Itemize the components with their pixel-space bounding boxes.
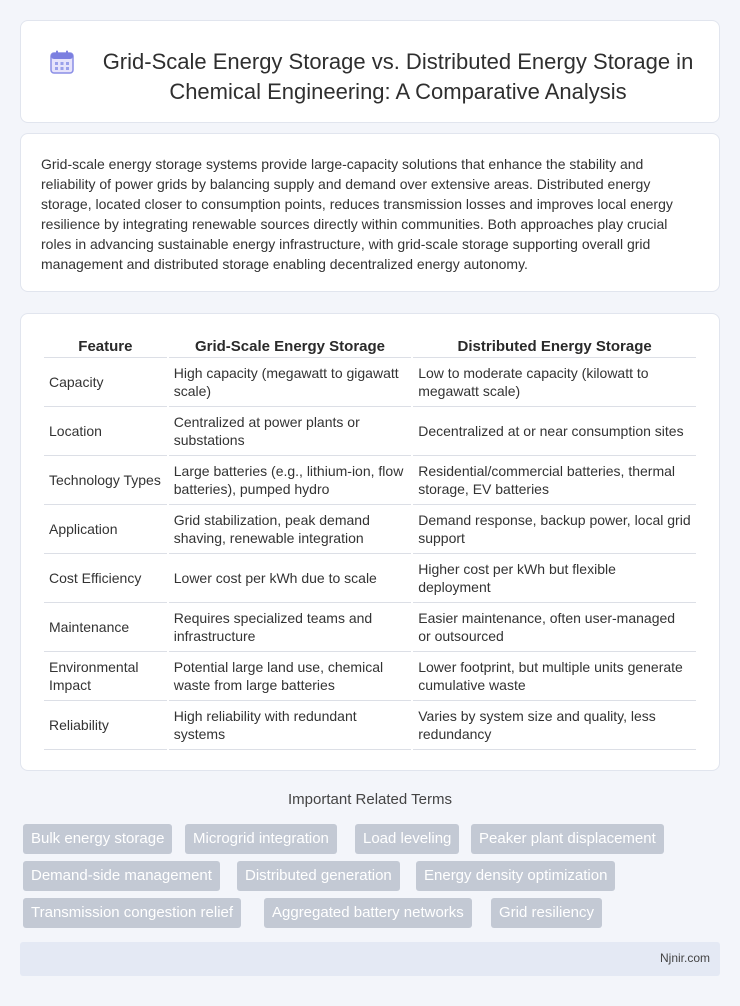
table-row bbox=[44, 505, 696, 554]
table-row bbox=[44, 358, 696, 407]
grid-scale-cell: Large batteries (e.g., lithium-ion, flow batteries), pumped hydro bbox=[169, 456, 411, 505]
feature-cell: Location bbox=[44, 407, 167, 456]
grid-scale-cell: Potential large land use, chemical waste from large batteries bbox=[169, 652, 411, 701]
related-term-tag[interactable]: Bulk energy storage bbox=[23, 824, 172, 854]
related-term-tag[interactable]: Load leveling bbox=[355, 824, 459, 854]
related-term-tag[interactable]: Microgrid integration bbox=[185, 824, 337, 854]
grid-scale-cell: High capacity (megawatt to gigawatt scale) bbox=[169, 358, 411, 407]
table-row bbox=[44, 701, 696, 750]
table-row bbox=[44, 603, 696, 652]
related-term-tag[interactable]: Demand-side management bbox=[23, 861, 220, 891]
table-row bbox=[44, 407, 696, 456]
intro-card bbox=[20, 133, 720, 292]
related-term-tag[interactable]: Peaker plant displacement bbox=[471, 824, 664, 854]
distributed-cell: Higher cost per kWh but flexible deployment bbox=[413, 554, 696, 603]
grid-scale-cell: Centralized at power plants or substations bbox=[169, 407, 411, 456]
distributed-cell: Residential/commercial batteries, thermal storage, EV batteries bbox=[413, 456, 696, 505]
comparison-table-card bbox=[20, 313, 720, 771]
distributed-cell: Decentralized at or near consumption sites bbox=[413, 407, 696, 456]
table-row bbox=[44, 652, 696, 701]
grid-scale-cell: Grid stabilization, peak demand shaving, renewable integration bbox=[169, 505, 411, 554]
related-terms-heading: Important Related Terms bbox=[288, 791, 452, 808]
distributed-cell: Lower footprint, but multiple units generate cumulative waste bbox=[413, 652, 696, 701]
distributed-cell: Low to moderate capacity (kilowatt to megawatt scale) bbox=[413, 358, 696, 407]
column-header-grid-scale: Grid-Scale Energy Storage bbox=[169, 336, 411, 358]
related-term-tag[interactable]: Aggregated battery networks bbox=[264, 898, 472, 928]
feature-cell: Environmental Impact bbox=[44, 652, 167, 701]
column-header-feature: Feature bbox=[44, 336, 167, 358]
related-term-tag[interactable]: Distributed generation bbox=[237, 861, 400, 891]
comparison-table bbox=[42, 336, 698, 750]
page-title: Grid-Scale Energy Storage vs. Distributed Energy Storage in Chemical Engineering: A Comparative Analysis bbox=[102, 49, 694, 104]
footer-site-name[interactable]: Njnir.com bbox=[659, 951, 710, 965]
feature-cell: Technology Types bbox=[44, 456, 167, 505]
distributed-cell: Demand response, backup power, local grid support bbox=[413, 505, 696, 554]
table-header-row bbox=[44, 336, 696, 358]
related-term-tag[interactable]: Transmission congestion relief bbox=[23, 898, 241, 928]
distributed-cell: Easier maintenance, often user-managed or outsourced bbox=[413, 603, 696, 652]
table-row bbox=[44, 456, 696, 505]
related-term-tag[interactable]: Energy density optimization bbox=[416, 861, 615, 891]
feature-cell: Application bbox=[44, 505, 167, 554]
feature-cell: Capacity bbox=[44, 358, 167, 407]
distributed-cell: Varies by system size and quality, less redundancy bbox=[413, 701, 696, 750]
grid-scale-cell: High reliability with redundant systems bbox=[169, 701, 411, 750]
feature-cell: Maintenance bbox=[44, 603, 167, 652]
footer bbox=[20, 942, 720, 976]
grid-scale-cell: Requires specialized teams and infrastructure bbox=[169, 603, 411, 652]
related-term-tag[interactable]: Grid resiliency bbox=[491, 898, 602, 928]
feature-cell: Reliability bbox=[44, 701, 167, 750]
grid-scale-cell: Lower cost per kWh due to scale bbox=[169, 554, 411, 603]
calendar-icon bbox=[49, 49, 75, 75]
intro-paragraph: Grid-scale energy storage systems provide large-capacity solutions that enhance the stability and reliability of power grids by balancing supply and demand over extensive areas. Distributed energy storage, located closer to consumption points, reduces transmission losses and improves local energy resilience by integrating renewable sources directly within communities. Both approaches play crucial roles in advancing sustainable energy infrastructure, with grid-scale storage supporting overall grid management and distributed storage enabling decentralized energy autonomy. bbox=[41, 156, 673, 272]
table-row bbox=[44, 554, 696, 603]
title-card bbox=[20, 20, 720, 123]
column-header-distributed: Distributed Energy Storage bbox=[413, 336, 696, 358]
feature-cell: Cost Efficiency bbox=[44, 554, 167, 603]
